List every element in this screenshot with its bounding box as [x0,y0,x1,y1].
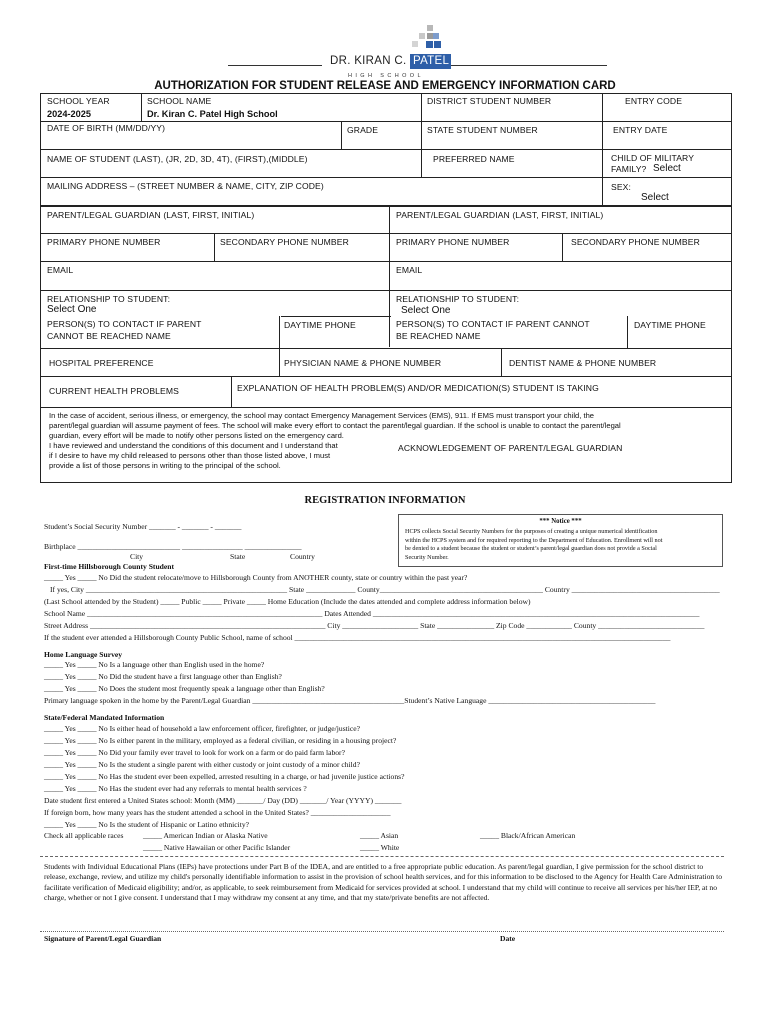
school-year-value[interactable]: 2024-2025 [47,109,91,119]
school-name-value[interactable]: Dr. Kiran C. Patel High School [147,109,278,119]
dob-label: DATE OF BIRTH (MM/DD/YY) [47,123,166,133]
attended-hcps-line[interactable]: If the student ever attended a Hillsborough County Public School, name of school ___________________________________________________________________________________________________ [44,633,671,642]
guardian-2-primary-phone-label: PRIMARY PHONE NUMBER [396,237,510,247]
street-address-line[interactable]: Street Address ______________________________________________________________ City ____________________ State _______________ Zip Code ____________ County ____________________________ [44,621,705,630]
col-divider [421,94,422,177]
row-divider [281,316,391,317]
district-student-number-label: DISTRICT STUDENT NUMBER [427,96,552,106]
guardian-1-secondary-phone-label: SECONDARY PHONE NUMBER [220,237,349,247]
guardian-1-relationship-select[interactable]: Select One [47,304,97,315]
emergency-text-line: guardian, every effort will be made to notify other persons listed on the emergency card. [49,431,344,440]
guardian-1-email-label: EMAIL [47,265,74,275]
race-option[interactable]: _____ Black/African American [480,831,576,840]
row-divider [41,233,731,234]
mandated-question[interactable]: _____ Yes _____ No Is the student a single parent with either custody or joint custody of a minor child? [44,760,360,769]
logo-square [426,41,433,48]
row-divider [41,376,731,377]
col-divider [627,316,628,348]
header-rule-left [228,65,322,66]
logo-square [434,41,441,48]
notice-line: be denied to a student because the student or student’s parent/legal guardian does not provide a Social [405,545,657,553]
guardian-1-name-label: PARENT/LEGAL GUARDIAN (LAST, FIRST, INITIAL) [47,210,255,220]
guardian-2-secondary-phone-label: SECONDARY PHONE NUMBER [571,237,700,247]
emergency-text-line: parent/legal guardian will assume payment of fees. The school will make every effort to contact the parent/legal guardian. If the school is unable to contact the parent/legal [49,421,621,430]
mandated-question[interactable]: _____ Yes _____ No Has the student ever been expelled, arrested resulting in a charge, or had juvenile justice actions? [44,772,405,781]
birthplace-state-label: State [230,552,246,561]
hospital-preference-label: HOSPITAL PREFERENCE [49,358,154,368]
notice-line: within the HCPS system and for required reporting to the Department of Education. Enrollment will not [405,536,663,544]
race-option[interactable]: _____ Native Hawaiian or other Pacific Islander [143,843,291,852]
signature-label: Signature of Parent/Legal Guardian [44,934,162,943]
guardian-1-primary-phone-label: PRIMARY PHONE NUMBER [47,237,161,247]
ssn-line[interactable]: Student’s Social Security Number _______ - _______ - _______ [44,522,242,531]
emergency-contact-2-label-2: BE REACHED NAME [396,331,481,341]
foreign-born-line[interactable]: If foreign born, how many years has the student attended a school in the United States? _____________________ [44,808,391,817]
dentist-label: DENTIST NAME & PHONE NUMBER [509,358,657,368]
birthplace-country-label: Country [290,552,315,561]
emergency-text-line: if I desire to have my child released to persons other than those listed above, I must [49,451,331,460]
row-divider [41,261,731,262]
col-divider [562,233,563,261]
emergency-contact-1-label-2: CANNOT BE REACHED NAME [47,331,171,341]
primary-language-line[interactable]: Primary language spoken in the home by the Parent/Legal Guardian ________________________________________Student’s Native Language ____________________________________________ [44,696,656,705]
col-divider [341,121,342,149]
logo-subtitle: HIGH SCHOOL [348,73,424,79]
first-time-title: First-time Hillsborough County Student [44,562,175,571]
emergency-text [49,411,729,471]
row-divider [41,177,731,178]
row-divider [41,407,731,408]
home-language-question[interactable]: _____ Yes _____ No Did the student have a first language other than English? [44,672,282,681]
guardian-1-relationship-label: RELATIONSHIP TO STUDENT: [47,294,171,304]
registration-title: REGISTRATION INFORMATION [304,495,466,506]
logo-square [433,33,439,39]
mailing-address-label: MAILING ADDRESS – (STREET NUMBER & NAME, CITY, ZIP CODE) [47,181,324,191]
form-title: AUTHORIZATION FOR STUDENT RELEASE AND EMERGENCY INFORMATION CARD [154,80,616,92]
last-school-line[interactable]: (Last School attended by the Student) _____ Public _____ Private _____ Home Education (Include the dates attended and complete address information below) [44,597,531,606]
ssn-notice-title: *** Notice *** [539,518,582,525]
logo-square [427,25,433,31]
date-label: Date [500,934,516,943]
row-divider [41,149,731,150]
acknowledgement-label: ACKNOWLEDGEMENT OF PARENT/LEGAL GUARDIAN [398,443,623,453]
col-divider [501,348,502,376]
health-explanation-label: EXPLANATION OF HEALTH PROBLEM(S) AND/OR MEDICATION(S) STUDENT IS TAKING [237,383,599,393]
col-divider [231,376,232,407]
emergency-contact-1-label: PERSON(S) TO CONTACT IF PARENT [47,319,202,329]
ssn-notice-body [405,528,717,562]
col-divider [141,94,142,121]
emergency-contact-2-label: PERSON(S) TO CONTACT IF PARENT CANNOT [396,319,590,329]
birthplace-city-label: City [130,552,144,561]
state-student-number-label: STATE STUDENT NUMBER [427,125,538,135]
race-option[interactable]: _____ White [360,843,400,852]
birthplace-line[interactable]: Birthplace ___________________________ ________________ _______________ [44,542,302,551]
school-logo-name [330,55,451,67]
military-family-label: CHILD OF MILITARY [611,153,695,163]
mandated-question[interactable]: _____ Yes _____ No Is either parent in the military, employed as a federal civilian, or residing in a housing project? [44,736,397,745]
if-yes-city-line[interactable]: If yes, City _____________________________________________________ State _____________ County___________________________________________ Country _______________________________________ [50,585,720,594]
row-divider [41,205,731,207]
physician-label: PHYSICIAN NAME & PHONE NUMBER [284,358,442,368]
col-divider [602,94,603,149]
home-language-question[interactable]: _____ Yes _____ No Is a language other than English used in the home? [44,660,265,669]
guardian-2-relationship-label: RELATIONSHIP TO STUDENT: [396,294,520,304]
logo-square [419,33,425,39]
emergency-card-form [40,93,732,483]
home-language-title: Home Language Survey [44,650,123,659]
emergency-text-line: provide a list of those persons in writing to the principal of the school. [49,461,281,470]
guardian-2-email-label: EMAIL [396,265,423,275]
col-divider [279,316,280,348]
emergency-text-line: I have reviewed and understand the conditions of this document and I understand that [49,441,338,450]
emergency-text-line: In the case of accident, serious illness, or emergency, the school may contact Emergency Management Services (EMS), 911. If EMS must transport your child, the [49,411,595,420]
school-year-label: SCHOOL YEAR [47,96,110,106]
school-name-label: SCHOOL NAME [147,96,212,106]
col-divider [602,149,603,205]
military-family-label-2: FAMILY? [611,164,647,174]
school-name-line[interactable]: School Name ______________________________________________________________ Dates Attended ______________________________________________________________________________________ [44,609,700,618]
col-divider [279,348,280,376]
race-option[interactable]: _____ Asian [360,831,399,840]
mandated-info-title: State/Federal Mandated Information [44,713,165,722]
emergency-contact-2-phone-label: DAYTIME PHONE [634,320,706,330]
logo-name-part2: PATEL [410,54,451,69]
emergency-contact-1-phone-label: DAYTIME PHONE [284,320,356,330]
mandated-question[interactable]: _____ Yes _____ No Did your family ever travel to look for work on a farm or do paid farm labor? [44,748,345,757]
header-rule-right [442,65,607,66]
row-divider [41,121,731,122]
hispanic-question[interactable]: _____ Yes _____ No Is the student of Hispanic or Latino ethnicity? [44,820,250,829]
signature-line[interactable] [40,931,724,932]
races-label: Check all applicable races [44,831,124,840]
date-us-school-line[interactable]: Date student first entered a United States school: Month (MM) _______/ Day (DD) _______/ Year (YYYY) _______ [44,796,402,805]
military-family-select[interactable]: Select [653,163,681,174]
relocate-question[interactable]: _____ Yes _____ No Did the student relocate/move to Hillsborough County from ANOTHER county, state or country within the past year? [44,573,468,582]
entry-code-label: ENTRY CODE [625,96,683,106]
student-name-label: NAME OF STUDENT (LAST), (JR, 2D, 3D, 4T), (FIRST),(MIDDLE) [47,154,308,164]
row-divider [41,290,731,291]
iep-consent-text: Students with Individual Educational Plans (IEPs) have protections under Part B of the IDEA, and are entitled to a free appropriate public education. As parent/legal guardian, I give permission for the school district to release, exchange, review, and utilize my child's personally identifiable information to assist in the provision of school health services, and for this information to be disclosed to the Agency for Health Care Administration to facilitate verification of Medicaid eligibility; and/or, as applicable, to seek reimbursement from Medicaid for services provided at school. I understand that my child will continue to receive all services per his/her IEP, at no charge, whether or not I give consent. I understand that I may withdraw my consent at any time, and that my state/private benefits are not affected. [44,862,723,902]
row-divider [41,348,731,349]
home-language-question[interactable]: _____ Yes _____ No Does the student most frequently speak a language other than English? [44,684,325,693]
sex-select[interactable]: Select [641,192,669,203]
notice-line: HCPS collects Social Security Numbers for the purposes of creating a unique numerical identification [405,528,658,535]
guardian-2-name-label: PARENT/LEGAL GUARDIAN (LAST, FIRST, INITIAL) [396,210,604,220]
preferred-name-label: PREFERRED NAME [433,154,515,164]
health-problems-label: CURRENT HEALTH PROBLEMS [49,386,179,396]
mandated-question[interactable]: _____ Yes _____ No Has the student ever had any referrals to mental health services ? [44,784,307,793]
col-divider [389,205,390,347]
logo-name-part1: DR. KIRAN C. [330,55,407,67]
col-divider [214,233,215,261]
entry-date-label: ENTRY DATE [613,125,668,135]
guardian-2-relationship-select[interactable]: Select One [401,305,451,316]
sex-label: SEX: [611,182,631,192]
section-divider [40,856,724,857]
notice-line: Security Number. [405,553,449,561]
race-option[interactable]: _____ American Indian or Alaska Native [143,831,268,840]
mandated-question[interactable]: _____ Yes _____ No Is either head of household a law enforcement officer, firefighter, or judge/justice? [44,724,360,733]
logo-square [412,41,418,47]
grade-label: GRADE [347,125,379,135]
